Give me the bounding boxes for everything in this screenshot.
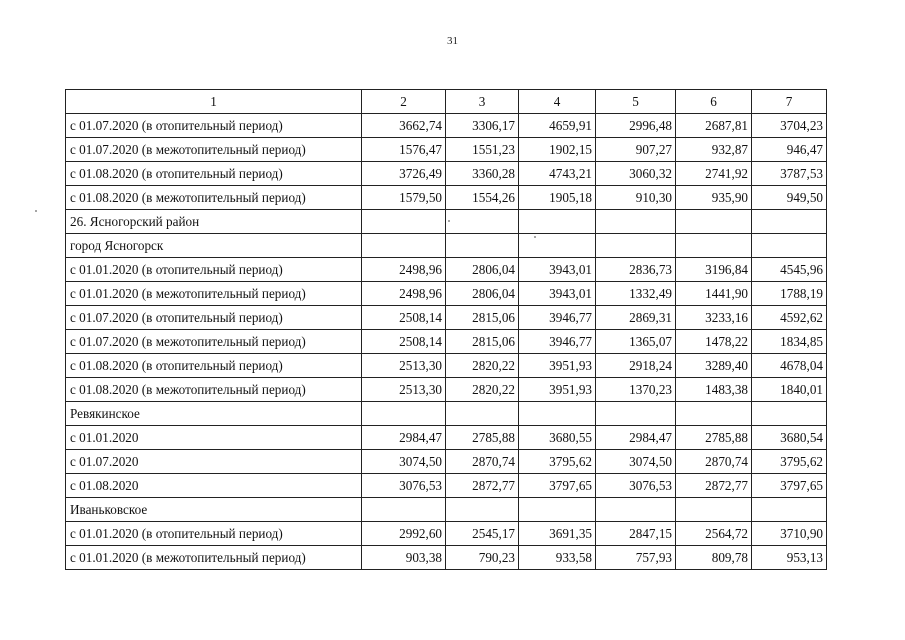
- table-row: [66, 378, 827, 402]
- table-cell: [596, 498, 676, 522]
- row-label: с 01.07.2020 (в отопительный период): [66, 306, 362, 330]
- table-cell: 1441,90: [676, 282, 752, 306]
- table-cell: 2820,22: [446, 354, 519, 378]
- column-header: 4: [519, 90, 596, 114]
- table-row: [66, 306, 827, 330]
- column-header: 7: [752, 90, 827, 114]
- table-row: [66, 402, 827, 426]
- table-row: [66, 282, 827, 306]
- table-cell: 3943,01: [519, 258, 596, 282]
- table-cell: 3074,50: [596, 450, 676, 474]
- table-cell: 3662,74: [362, 114, 446, 138]
- table-cell: 3726,49: [362, 162, 446, 186]
- table-cell: 2836,73: [596, 258, 676, 282]
- row-label: с 01.01.2020 (в межотопительный период): [66, 282, 362, 306]
- table-cell: [519, 402, 596, 426]
- table-cell: 2513,30: [362, 354, 446, 378]
- table-cell: [446, 210, 519, 234]
- table-cell: 4592,62: [752, 306, 827, 330]
- row-label: с 01.08.2020: [66, 474, 362, 498]
- table-cell: 2872,77: [676, 474, 752, 498]
- table-cell: 3710,90: [752, 522, 827, 546]
- table-cell: 2815,06: [446, 306, 519, 330]
- table-cell: 2806,04: [446, 258, 519, 282]
- table-row: [66, 498, 827, 522]
- table-cell: 3233,16: [676, 306, 752, 330]
- table-cell: 4678,04: [752, 354, 827, 378]
- table-cell: 1579,50: [362, 186, 446, 210]
- table-cell: 1576,47: [362, 138, 446, 162]
- table-cell: 3289,40: [676, 354, 752, 378]
- table-cell: [446, 402, 519, 426]
- table-row: [66, 258, 827, 282]
- table-cell: 2564,72: [676, 522, 752, 546]
- row-label: с 01.08.2020 (в отопительный период): [66, 354, 362, 378]
- table-cell: [752, 234, 827, 258]
- table-cell: 2508,14: [362, 330, 446, 354]
- table-cell: [676, 234, 752, 258]
- table-cell: 2870,74: [676, 450, 752, 474]
- table-row: [66, 330, 827, 354]
- row-label: с 01.01.2020: [66, 426, 362, 450]
- row-label: Ревякинское: [66, 402, 362, 426]
- table-row: [66, 138, 827, 162]
- table-cell: 2869,31: [596, 306, 676, 330]
- table-cell: 3074,50: [362, 450, 446, 474]
- table-cell: 3060,32: [596, 162, 676, 186]
- table-cell: 2687,81: [676, 114, 752, 138]
- table-cell: 3946,77: [519, 306, 596, 330]
- table-row: [66, 186, 827, 210]
- table-cell: 3076,53: [596, 474, 676, 498]
- table-cell: 932,87: [676, 138, 752, 162]
- table-cell: 2984,47: [596, 426, 676, 450]
- column-header: 1: [66, 90, 362, 114]
- table-cell: [752, 498, 827, 522]
- table-cell: 1905,18: [519, 186, 596, 210]
- table-cell: 2806,04: [446, 282, 519, 306]
- row-label: с 01.08.2020 (в межотопительный период): [66, 378, 362, 402]
- row-label: с 01.07.2020: [66, 450, 362, 474]
- column-header: 2: [362, 90, 446, 114]
- table-row: [66, 210, 827, 234]
- table-cell: 2984,47: [362, 426, 446, 450]
- table-cell: 3680,55: [519, 426, 596, 450]
- table-cell: 2847,15: [596, 522, 676, 546]
- table-cell: 907,27: [596, 138, 676, 162]
- table-cell: 3704,23: [752, 114, 827, 138]
- row-label: с 01.08.2020 (в межотопительный период): [66, 186, 362, 210]
- table-cell: 1370,23: [596, 378, 676, 402]
- table-cell: 2785,88: [676, 426, 752, 450]
- row-label: с 01.01.2020 (в отопительный период): [66, 522, 362, 546]
- table-cell: 3691,35: [519, 522, 596, 546]
- table-cell: [676, 402, 752, 426]
- table-cell: 3943,01: [519, 282, 596, 306]
- table-cell: 2508,14: [362, 306, 446, 330]
- table-cell: [752, 402, 827, 426]
- table-cell: 1365,07: [596, 330, 676, 354]
- table-cell: 3306,17: [446, 114, 519, 138]
- table-cell: 1478,22: [676, 330, 752, 354]
- table-cell: 2918,24: [596, 354, 676, 378]
- table-cell: 2820,22: [446, 378, 519, 402]
- table-cell: [519, 498, 596, 522]
- table-row: [66, 354, 827, 378]
- table-cell: 4545,96: [752, 258, 827, 282]
- table-cell: [362, 498, 446, 522]
- page-number: 31: [447, 35, 458, 47]
- table-cell: 2996,48: [596, 114, 676, 138]
- table-cell: 3797,65: [519, 474, 596, 498]
- table-row: [66, 522, 827, 546]
- table-cell: [676, 498, 752, 522]
- table-cell: 2498,96: [362, 258, 446, 282]
- column-header: 5: [596, 90, 676, 114]
- table-row: [66, 162, 827, 186]
- table-cell: 3951,93: [519, 378, 596, 402]
- row-label: с 01.01.2020 (в отопительный период): [66, 258, 362, 282]
- scan-speck: [35, 210, 37, 212]
- table-cell: 3680,54: [752, 426, 827, 450]
- table-cell: 946,47: [752, 138, 827, 162]
- table-cell: 3076,53: [362, 474, 446, 498]
- table-cell: 3797,65: [752, 474, 827, 498]
- row-label: Иваньковское: [66, 498, 362, 522]
- tariff-table: [65, 89, 827, 570]
- table-cell: [596, 402, 676, 426]
- table-cell: [596, 234, 676, 258]
- row-label: 26. Ясногорский район: [66, 210, 362, 234]
- row-label: с 01.07.2020 (в отопительный период): [66, 114, 362, 138]
- table-cell: 2545,17: [446, 522, 519, 546]
- table-cell: 2741,92: [676, 162, 752, 186]
- row-label: с 01.01.2020 (в межотопительный период): [66, 546, 362, 570]
- table-cell: 3795,62: [752, 450, 827, 474]
- table-row: [66, 114, 827, 138]
- column-header: 3: [446, 90, 519, 114]
- table-cell: 953,13: [752, 546, 827, 570]
- table-cell: 1834,85: [752, 330, 827, 354]
- table-cell: 1788,19: [752, 282, 827, 306]
- table-cell: 809,78: [676, 546, 752, 570]
- table-cell: 2992,60: [362, 522, 446, 546]
- table-cell: 757,93: [596, 546, 676, 570]
- table-cell: [362, 234, 446, 258]
- column-header: 6: [676, 90, 752, 114]
- table-cell: [519, 210, 596, 234]
- row-label: город Ясногорск: [66, 234, 362, 258]
- table-cell: [676, 210, 752, 234]
- table-cell: 4743,21: [519, 162, 596, 186]
- row-label: с 01.07.2020 (в межотопительный период): [66, 330, 362, 354]
- table-cell: 3795,62: [519, 450, 596, 474]
- table-cell: 933,58: [519, 546, 596, 570]
- table-row: [66, 546, 827, 570]
- table-cell: 1483,38: [676, 378, 752, 402]
- table-cell: 910,30: [596, 186, 676, 210]
- table-cell: [362, 210, 446, 234]
- table-cell: 2872,77: [446, 474, 519, 498]
- table-cell: 2815,06: [446, 330, 519, 354]
- table-cell: 2785,88: [446, 426, 519, 450]
- table-row: [66, 426, 827, 450]
- table-cell: [752, 210, 827, 234]
- table-cell: 2870,74: [446, 450, 519, 474]
- table-row: [66, 234, 827, 258]
- table-cell: [596, 210, 676, 234]
- table-header-row: [66, 90, 827, 114]
- table-cell: [362, 402, 446, 426]
- row-label: с 01.07.2020 (в межотопительный период): [66, 138, 362, 162]
- table-cell: 903,38: [362, 546, 446, 570]
- table-cell: 3946,77: [519, 330, 596, 354]
- table-cell: [446, 234, 519, 258]
- table-cell: 1840,01: [752, 378, 827, 402]
- table-row: [66, 450, 827, 474]
- table-cell: 1554,26: [446, 186, 519, 210]
- table-cell: [519, 234, 596, 258]
- table-cell: 790,23: [446, 546, 519, 570]
- table-cell: 2513,30: [362, 378, 446, 402]
- table-cell: [446, 498, 519, 522]
- table-cell: 3787,53: [752, 162, 827, 186]
- table-cell: 1902,15: [519, 138, 596, 162]
- table-cell: 935,90: [676, 186, 752, 210]
- table-cell: 1551,23: [446, 138, 519, 162]
- table-cell: 949,50: [752, 186, 827, 210]
- table-cell: 3360,28: [446, 162, 519, 186]
- table-cell: 2498,96: [362, 282, 446, 306]
- table-row: [66, 474, 827, 498]
- table-cell: 3951,93: [519, 354, 596, 378]
- table-cell: 1332,49: [596, 282, 676, 306]
- table-cell: 3196,84: [676, 258, 752, 282]
- table-cell: 4659,91: [519, 114, 596, 138]
- row-label: с 01.08.2020 (в отопительный период): [66, 162, 362, 186]
